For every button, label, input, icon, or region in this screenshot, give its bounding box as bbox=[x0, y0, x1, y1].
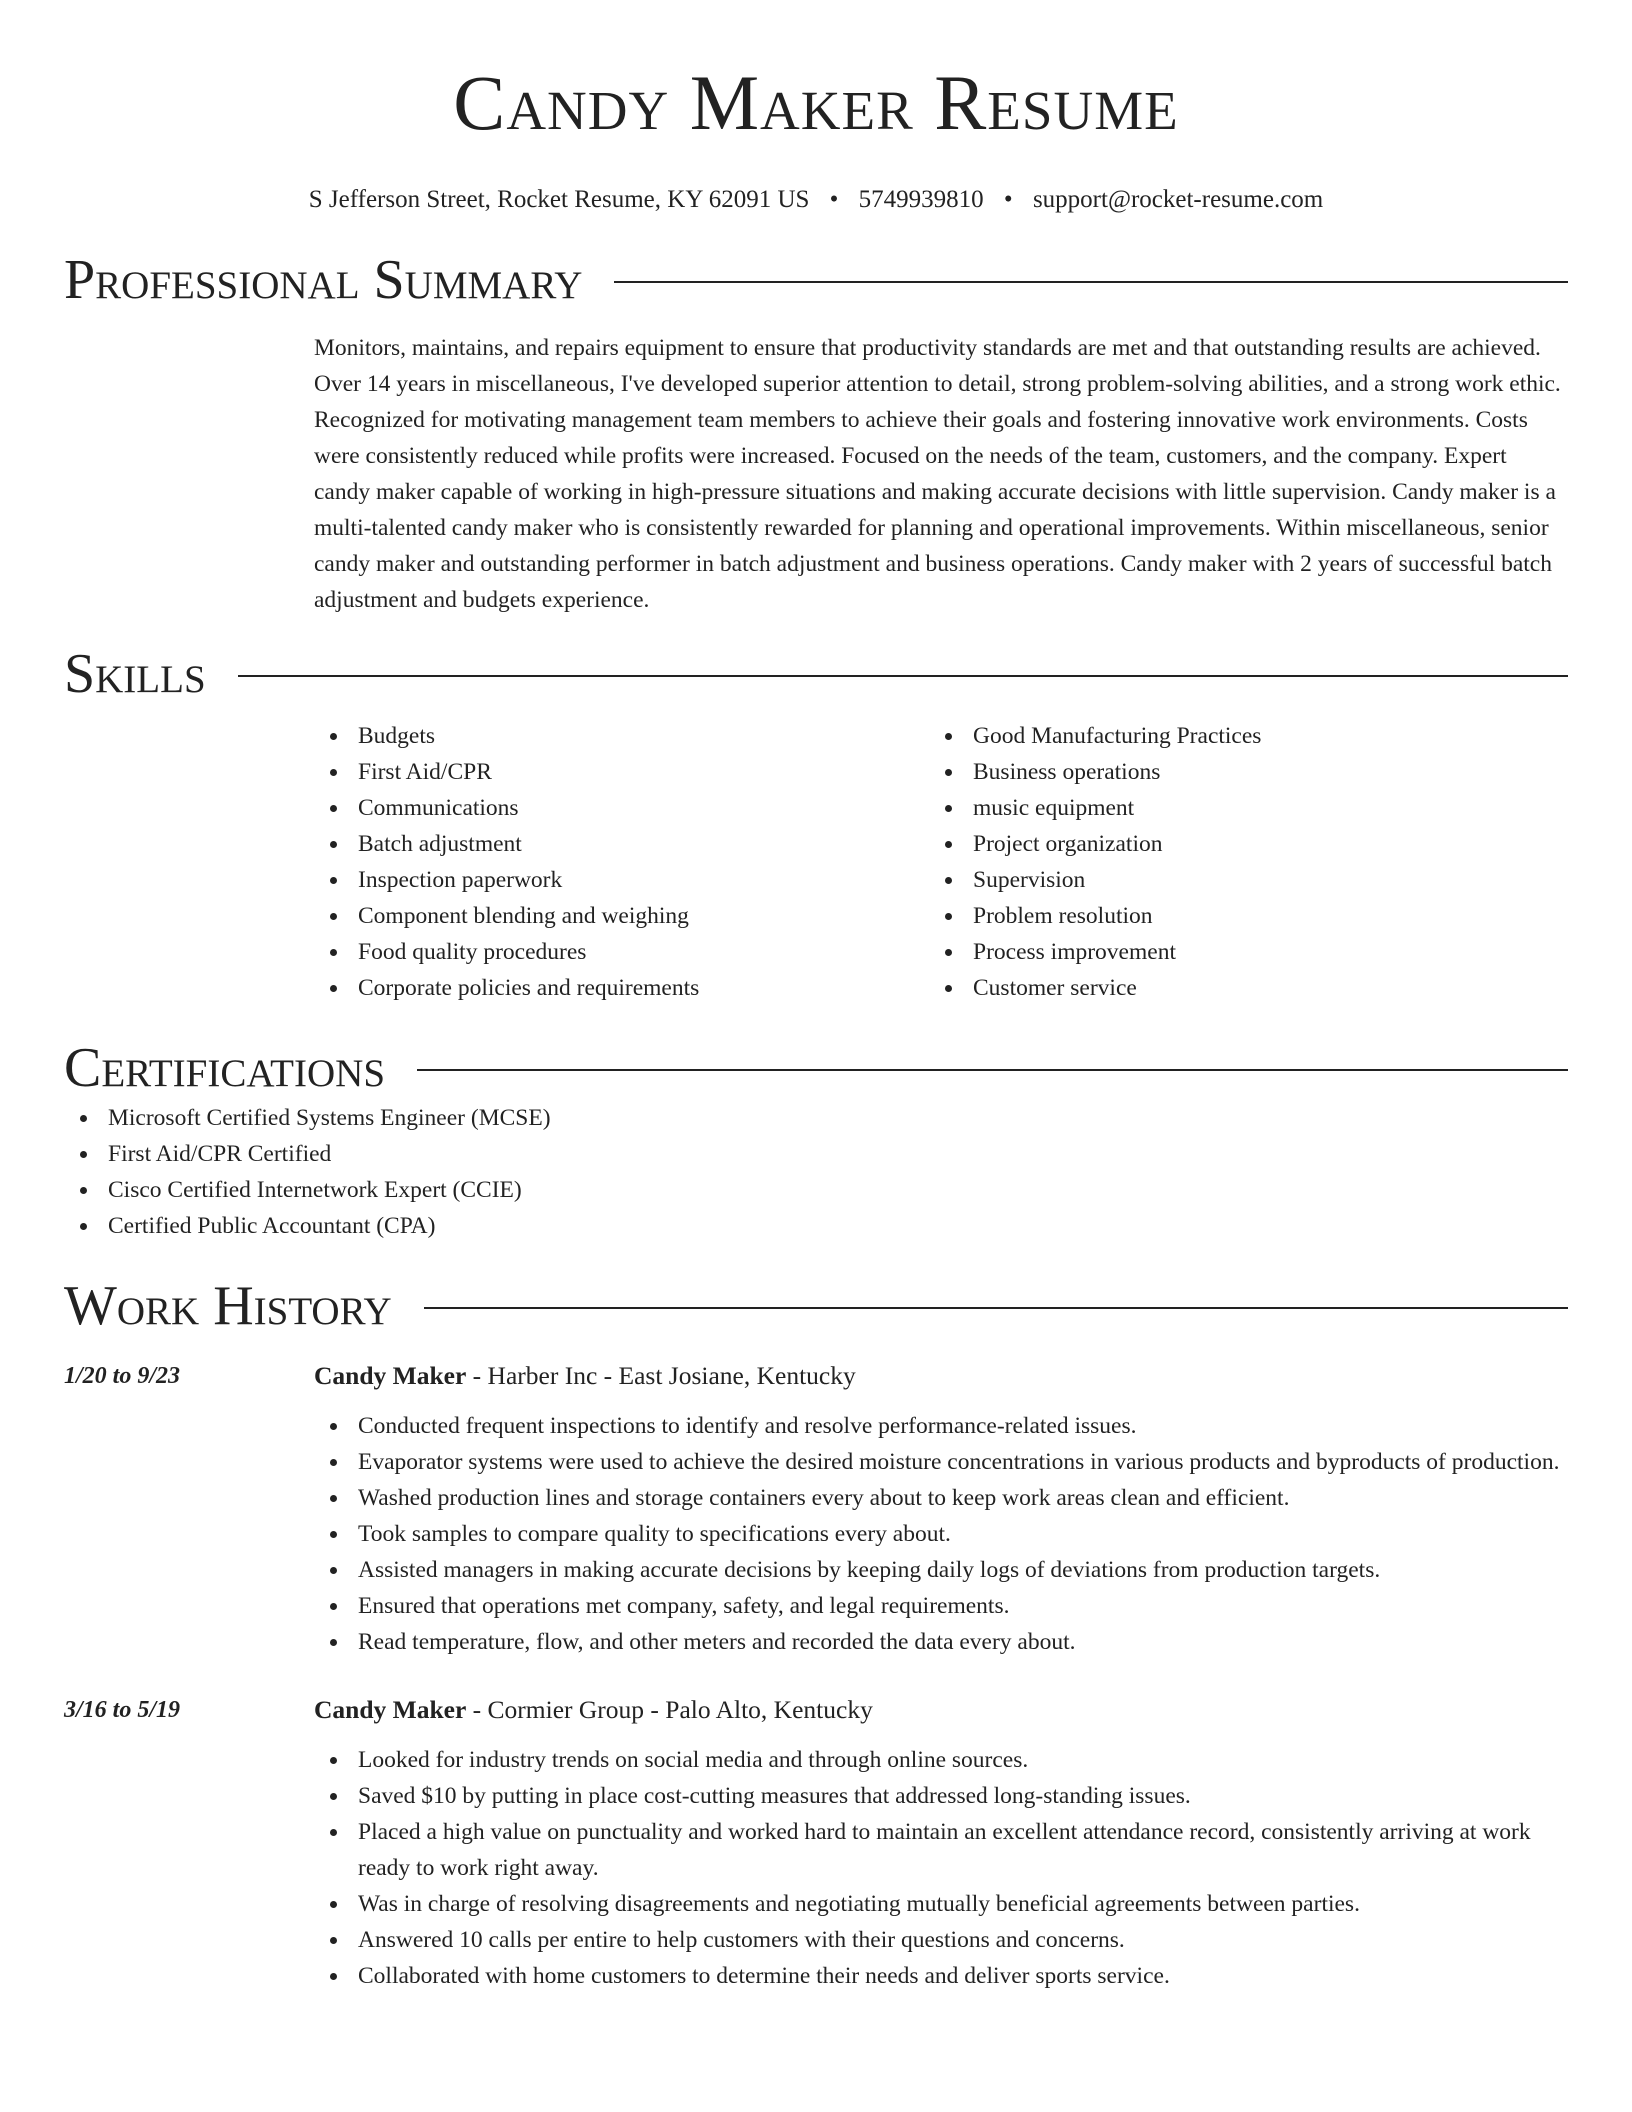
certifications-list bbox=[64, 1100, 1568, 1244]
section-heading: Work History bbox=[64, 1275, 392, 1337]
section-divider bbox=[424, 1307, 1568, 1309]
list-item: Cisco Certified Internetwork Expert (CCIE) bbox=[64, 1172, 1568, 1208]
contact-line bbox=[64, 184, 1568, 216]
job-dates: 1/20 to 9/23 bbox=[64, 1363, 181, 1389]
list-item: Was in charge of resolving disagreements and negotiating mutually beneficial agreements between parties. bbox=[314, 1886, 1568, 1922]
skills-list bbox=[929, 718, 1544, 1006]
section-divider bbox=[238, 675, 1568, 677]
contact-address: S Jefferson Street, Rocket Resume, KY 62091 US bbox=[308, 186, 810, 213]
job-title: Candy Maker bbox=[314, 1695, 467, 1724]
list-item: Food quality procedures bbox=[314, 934, 929, 970]
skills-section-header bbox=[64, 642, 1568, 706]
list-item: Read temperature, flow, and other meters and recorded the data every about. bbox=[314, 1624, 1568, 1660]
job-body bbox=[314, 1692, 1568, 1994]
list-item: Process improvement bbox=[929, 934, 1544, 970]
list-item: Supervision bbox=[929, 862, 1544, 898]
contact-separator: • bbox=[1003, 186, 1013, 213]
section-divider bbox=[417, 1069, 1568, 1071]
list-item: Problem resolution bbox=[929, 898, 1544, 934]
skills-list bbox=[314, 718, 929, 1006]
list-item: Placed a high value on punctuality and worked hard to maintain an excellent attendance record, consistently arriving at work ready to work right away. bbox=[314, 1814, 1568, 1886]
section-heading: Certifications bbox=[64, 1037, 386, 1099]
list-item: Inspection paperwork bbox=[314, 862, 929, 898]
job-duties-list bbox=[314, 1742, 1568, 1994]
list-item: Conducted frequent inspections to identify and resolve performance-related issues. bbox=[314, 1408, 1568, 1444]
list-item: Business operations bbox=[929, 754, 1544, 790]
resume-title: Candy Maker Resume bbox=[453, 59, 1179, 146]
work-history-section-header bbox=[64, 1274, 1568, 1338]
list-item: Collaborated with home customers to determine their needs and deliver sports service. bbox=[314, 1958, 1568, 1994]
list-item: Component blending and weighing bbox=[314, 898, 929, 934]
job-duties-list bbox=[314, 1408, 1568, 1660]
list-item: Corporate policies and requirements bbox=[314, 970, 929, 1006]
list-item: Assisted managers in making accurate decisions by keeping daily logs of deviations from production targets. bbox=[314, 1552, 1568, 1588]
list-item: Took samples to compare quality to specifications every about. bbox=[314, 1516, 1568, 1552]
list-item: First Aid/CPR Certified bbox=[64, 1136, 1568, 1172]
summary-text: Monitors, maintains, and repairs equipment to ensure that productivity standards are met and that outstanding results are achieved. Over 14 years in miscellaneous, I've developed superior attention to detail, strong problem-solving abilities, and a strong work ethic. Recognized for motivating management team members to achieve their goals and fostering innovative work environments. Costs were consistently reduced while profits were increased. Focused on the needs of the team, customers, and the company. Expert candy maker capable of working in high-pressure situations and making accurate decisions with little supervision. Candy maker is a multi-talented candy maker who is consistently rewarded for planning and operational improvements. Within miscellaneous, senior candy maker and outstanding performer in batch adjustment and business operations. Candy maker with 2 years of successful batch adjustment and budgets experience. bbox=[314, 335, 1561, 613]
resume-page bbox=[64, 0, 1568, 1994]
list-item: Good Manufacturing Practices bbox=[929, 718, 1544, 754]
list-item: Budgets bbox=[314, 718, 929, 754]
contact-email: support@rocket-resume.com bbox=[1032, 186, 1324, 213]
skills-column-left bbox=[314, 718, 929, 1006]
skills-column-right bbox=[929, 718, 1544, 1006]
job-title-line bbox=[314, 1358, 1568, 1394]
skills-grid bbox=[314, 718, 1568, 1006]
section-heading: Skills bbox=[64, 643, 206, 705]
job-entry bbox=[64, 1692, 1568, 1994]
job-body bbox=[314, 1358, 1568, 1660]
list-item: Batch adjustment bbox=[314, 826, 929, 862]
contact-separator: • bbox=[829, 186, 839, 213]
job-employer: - Harber Inc - East Josiane, Kentucky bbox=[466, 1361, 856, 1390]
list-item: Customer service bbox=[929, 970, 1544, 1006]
job-entry bbox=[64, 1358, 1568, 1660]
list-item: Microsoft Certified Systems Engineer (MCSE) bbox=[64, 1100, 1568, 1136]
list-item: Communications bbox=[314, 790, 929, 826]
list-item: music equipment bbox=[929, 790, 1544, 826]
job-title: Candy Maker bbox=[314, 1361, 467, 1390]
list-item: Saved $10 by putting in place cost-cutting measures that addressed long-standing issues. bbox=[314, 1778, 1568, 1814]
job-dates: 3/16 to 5/19 bbox=[64, 1697, 181, 1723]
list-item: Answered 10 calls per entire to help customers with their questions and concerns. bbox=[314, 1922, 1568, 1958]
list-item: Evaporator systems were used to achieve the desired moisture concentrations in various products and byproducts of production. bbox=[314, 1444, 1568, 1480]
list-item: Looked for industry trends on social media and through online sources. bbox=[314, 1742, 1568, 1778]
list-item: Certified Public Accountant (CPA) bbox=[64, 1208, 1568, 1244]
certifications-section-header bbox=[64, 1036, 1568, 1100]
job-employer: - Cormier Group - Palo Alto, Kentucky bbox=[466, 1695, 873, 1724]
list-item: Project organization bbox=[929, 826, 1544, 862]
contact-phone: 5749939810 bbox=[858, 186, 984, 213]
job-title-line bbox=[314, 1692, 1568, 1728]
list-item: First Aid/CPR bbox=[314, 754, 929, 790]
list-item: Ensured that operations met company, safety, and legal requirements. bbox=[314, 1588, 1568, 1624]
summary-section-header bbox=[64, 248, 1568, 312]
section-divider bbox=[614, 281, 1568, 283]
list-item: Washed production lines and storage containers every about to keep work areas clean and efficient. bbox=[314, 1480, 1568, 1516]
section-heading: Professional Summary bbox=[64, 249, 583, 311]
